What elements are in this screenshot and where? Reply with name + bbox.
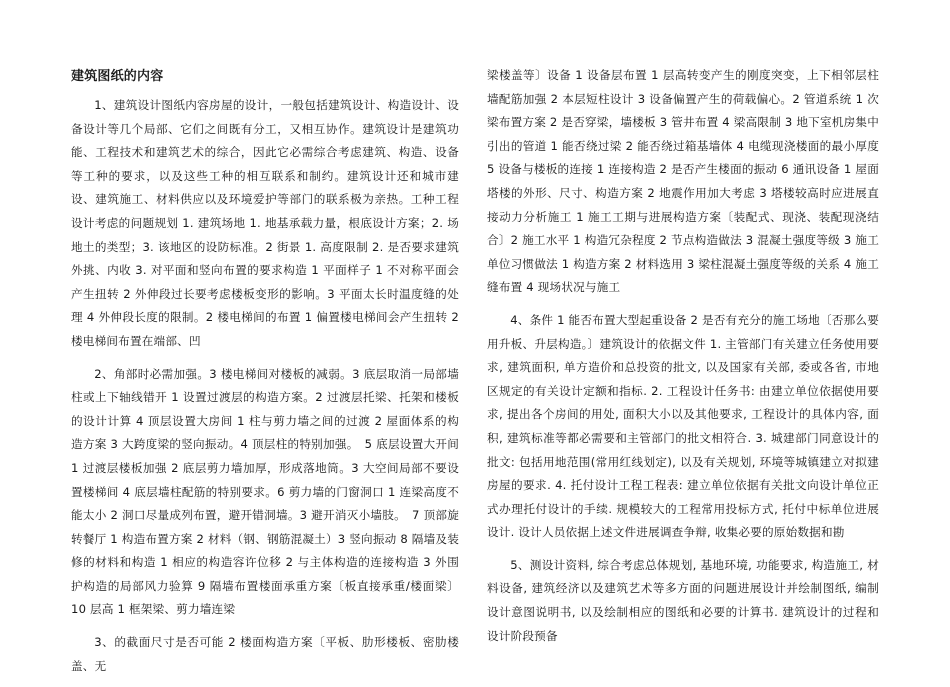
paragraph: 3、的截面尺寸是否可能 2 楼面构造方案〔平板、肋形楼板、密肋楼盖、无 — [71, 635, 459, 673]
paragraph: 4、条件 1 能否布置大型起重设备 2 是否有充分的施工场地〔否那么要用升板、升层构造。〕建筑设计的依据文件 1. 主管部门有关建立任务使用要求, 建筑面积, 单方造价和总投资的批文, 以及国家有关部, 委或各省, 市地区规定的有关设计定额和指标. 2. 工程设计任务书: 由建立单位依据使用要求, 提出各个房间的用处, 面积大小以及其他要求, 工程设计的具体内容, 面积, 建筑标准等都必需要和主管部门的批文相符合. 3. 城建部门同意设计的批文: 包括用地范围(常用红线划定), 以及有关规划, 环境等城镇建立对拟建房屋的要求. 4. 托付设计工程工程表: 建立单位依据有关批文向设计单位正式办理托付设计的手续. 规模较大的工程常用投标方式, 托付中标单位进展设计. 设计人员依据上述文件进展调查争辩, 收集必要的原始数据和勘 — [487, 312, 879, 540]
left-column — [71, 66, 459, 687]
right-column — [487, 64, 879, 657]
paragraph: 梁楼盖等〕设备 1 设备层布置 1 层高转变产生的刚度突变，上下相邻层柱墙配筋加强 2 本层短柱设计 3 设备偏置产生的荷载偏心。2 管道系统 1 次梁布置方案 2 是否穿梁，墙楼板 3 管井布置 4 梁高限制 3 地下室机房集中引出的管道 1 能否绕过梁 2 能否绕过箱基墙体 4 电缆现浇楼面的最小厚度 5 设备与楼板的连接 1 连接构造 2 是否产生楼面的振动 6 通讯设备 1 屋面塔楼的外形、尺寸、构造方案 2 地震作用加大考虑 3 塔楼较高时应进展直接动力分析施工 1 施工工期与进展构造方案〔装配式、现浇、装配现浇结合〕2 施工水平 1 构造冗杂程度 2 节点构造做法 3 混凝土强度等级 3 施工单位习惯做法 1 构造方案 2 材料选用 3 梁柱混凝土强度等级的关系 4 施工缝布置 4 现场状况与施工 — [487, 68, 879, 295]
paragraph: 1、建筑设计图纸内容房屋的设计，一般包括建筑设计、构造设计、设备设计等几个局部、它们之间既有分工，又相互协作。建筑设计是建筑功能、工程技术和建筑艺术的综合，因此它必需综合考虑建筑、构造、设备等工种的要求，以及这些工种的相互联系和制约。建筑设计还和城市建设、建筑施工、材料供应以及环境爱护等部门的联系极为亲热。工种工程设计考虑的问题规划 1. 建筑场地 1. 地基承载力量，根底设计方案；2. 场地土的类型；3. 该地区的设防标准。2 街景 1. 高度限制 2. 是否要求建筑外挑、内收 3. 对平面和竖向布置的要求构造 1 平面样子 1 不对称平面会产生扭转 2 外伸段过长要考虑楼板变形的影响。3 平面太长时温度缝的处理 4 外伸段长度的限制。2 楼电梯间的布置 1 偏置楼电梯间会产生扭转 2 楼电梯间布置在端部、凹 — [71, 98, 459, 348]
paragraph: 5、测设计资料, 综合考虑总体规划, 基地环境, 功能要求, 构造施工, 材料设备, 建筑经济以及建筑艺术等多方面的问题进展设计并绘制图纸, 编制设计意图说明书, 以及绘制相应的图纸和必要的计算书. 建筑设计的过程和设计阶段预备 — [487, 557, 879, 643]
document-title: 建筑图纸的内容 — [71, 69, 164, 84]
paragraph: 2、角部时必需加强。3 楼电梯间对楼板的减弱。3 底层取消一局部墙柱或上下轴线错开 1 设置过渡层的构造方案。2 过渡层托梁、托架和楼板的设计计算 4 顶层设置大房间 1 柱与剪力墙之间的过渡 2 屋面体系的构造方案 3 大跨度梁的竖向振动。4 顶层柱的特别加强。 5 底层设置大开间 1 过渡层楼板加强 2 底层剪力墙加厚，形成落地筒。3 大空间局部不要设置楼梯间 4 底层墙柱配筋的特别要求。6 剪力墙的门窗洞口 1 连梁高度不能太小 2 洞口尽量成列布置，避开错洞墙。3 避开消灭小墙肢。 7 顶部旋转餐厅 1 构造布置方案 2 材料（钢、钢筋混凝土）3 竖向振动 8 隔墙及装修的材料和构造 1 相应的构造容许位移 2 与主体构造的连接构造 3 外围护构造的局部风力验算 9 隔墙布置楼面承重方案〔板直接承重/楼面梁〕10 层高 1 框架梁、剪力墙连梁 — [71, 366, 459, 617]
